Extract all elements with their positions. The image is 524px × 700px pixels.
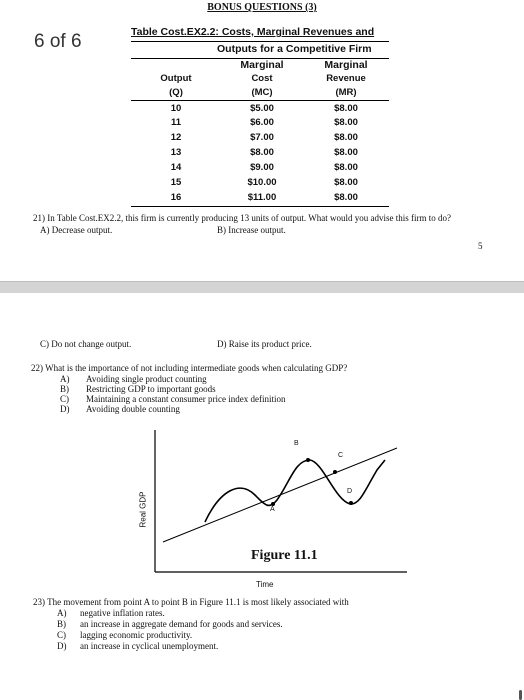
cell-mr: $8.00 [334,162,358,173]
option-text: Maintaining a constant consumer price index definition [86,394,286,404]
option-letter: B) [60,384,69,394]
header-cell: (Q) [169,87,183,98]
q21-option-a: A) Decrease output. [40,225,113,235]
option-text: an increase in cyclical unemployment. [80,641,219,651]
header-cell: Marginal [324,59,368,71]
question-23: 23) The movement from point A to point B in Figure 11.1 is most likely associated with [33,597,349,607]
figure-caption: Figure 11.1 [251,548,318,563]
option-letter: D) [60,404,70,414]
header-cell: Marginal [240,59,284,71]
question-22: 22) What is the importance of not including intermediate goods when calculating GDP? [31,363,348,373]
point-c-marker [333,470,337,474]
point-d-marker [349,501,353,505]
point-d-label: D [347,488,353,495]
cell-output: 11 [170,117,182,128]
cell-mr: $8.00 [334,117,358,128]
cell-mr: $8.00 [334,147,358,158]
cell-mr: $8.00 [334,103,358,114]
cell-mc: $9.00 [250,162,274,173]
option-letter: D) [57,641,67,651]
cell-output: 13 [170,147,182,158]
cell-output: 10 [170,103,182,114]
q21-option-d: D) Raise its product price. [217,339,312,349]
option-letter: A) [57,608,67,618]
table-rule [131,100,389,101]
cell-mr: $8.00 [334,177,358,188]
point-c-label: C [338,452,344,459]
option-text: an increase in aggregate demand for goods and services. [80,619,283,629]
option-text: Restricting GDP to important goods [86,384,216,394]
x-axis-label: Time [256,580,274,589]
header-cell: (MC) [251,87,273,98]
cell-mr: $8.00 [334,132,358,143]
cell-mc: $8.00 [250,147,274,158]
document-page-1 [0,0,524,281]
cell-mc: $5.00 [250,103,274,114]
option-letter: A) [60,374,70,384]
table-rule [131,41,389,42]
cell-mc: $11.00 [247,192,277,203]
cell-mc: $6.00 [250,117,274,128]
q21-option-c: C) Do not change output. [40,339,132,349]
cell-mc: $10.00 [247,177,277,188]
page-number: 5 [478,241,483,251]
cell-output: 12 [170,132,182,143]
point-b-label: B [294,440,299,447]
cell-output: 15 [170,177,182,188]
table-subtitle: Outputs for a Competitive Firm [217,43,372,55]
point-b-marker [306,458,310,462]
y-axis-label: Real GDP [138,491,148,528]
header-cell: Revenue [326,73,366,84]
business-cycle-curve [205,460,385,522]
table-rule [131,206,389,207]
q21-option-b: B) Increase output. [217,225,286,235]
cell-mc: $7.00 [250,132,274,143]
point-a-label: A [270,506,275,513]
option-text: negative inflation rates. [80,608,165,618]
question-21: 21) In Table Cost.EX2.2, this firm is currently producing 13 units of output. What would you advise this firm to do? [33,213,451,223]
header-cell: Cost [251,73,273,84]
option-letter: B) [57,619,66,629]
header-cell: Output [160,73,192,84]
page-counter: 6 of 6 [34,31,82,52]
option-text: Avoiding double counting [86,404,180,414]
bonus-heading: BONUS QUESTIONS (3) [207,2,317,13]
option-text: lagging economic productivity. [80,630,193,640]
scrollbar-thumb[interactable] [519,690,522,700]
header-cell: (MR) [335,87,357,98]
option-text: Avoiding single product counting [86,374,207,384]
option-letter: C) [57,630,66,640]
table-title: Table Cost.EX2.2: Costs, Marginal Revenues and [131,26,375,38]
cell-output: 14 [170,162,182,173]
option-letter: C) [60,394,69,404]
cell-mr: $8.00 [334,192,358,203]
cell-output: 16 [170,192,182,203]
